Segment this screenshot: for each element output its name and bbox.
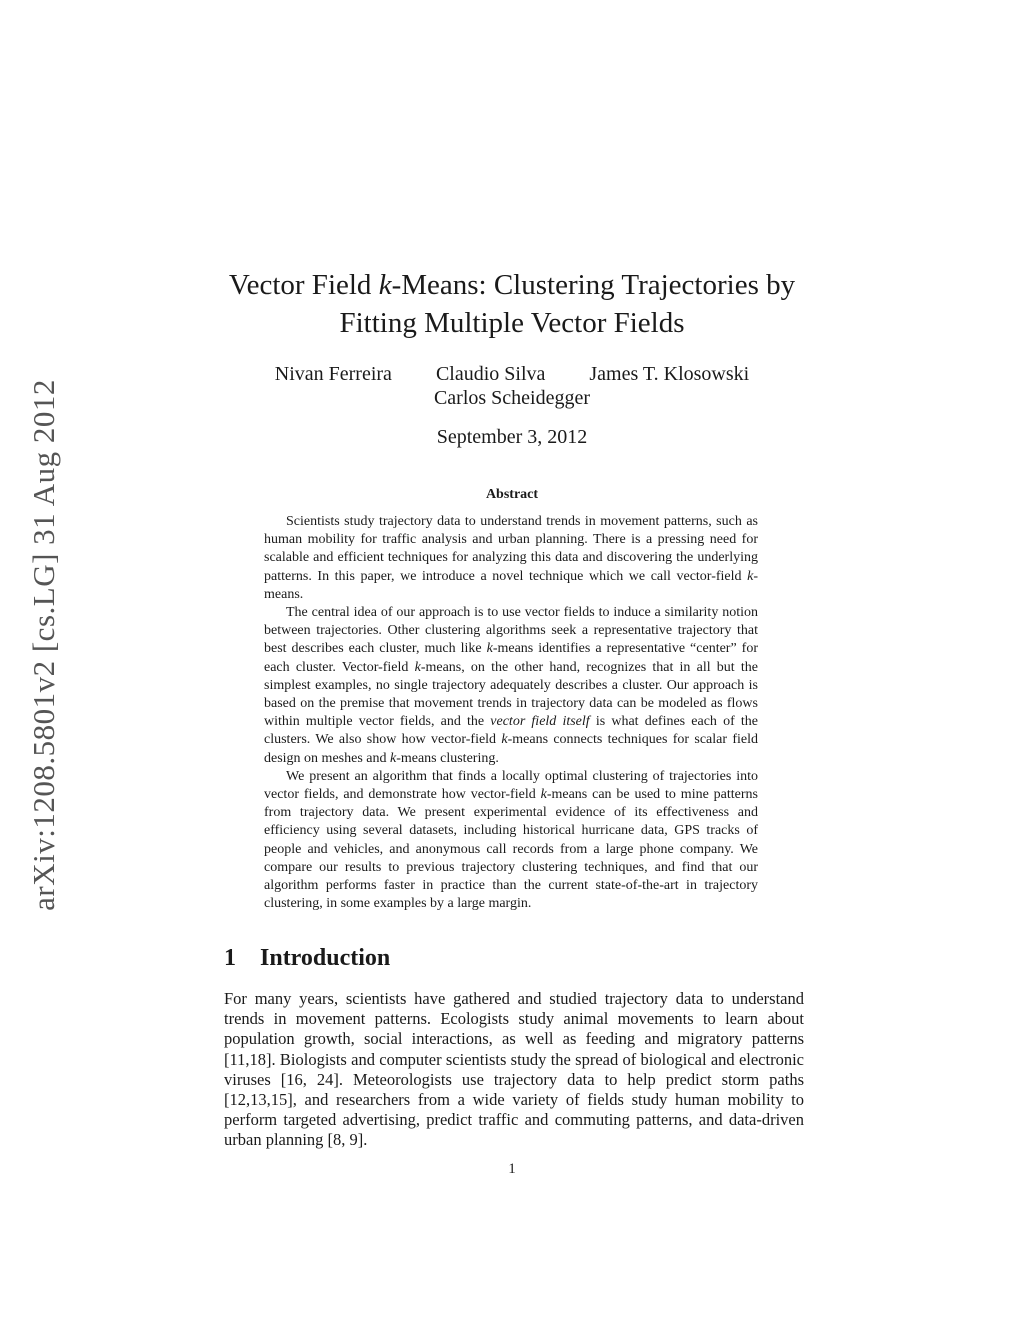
arxiv-identifier-text: arXiv:1208.5801v2 [cs.LG] 31 Aug 2012 (26, 379, 62, 911)
author-name: Claudio Silva (435, 363, 546, 385)
section-title: Introduction (260, 945, 391, 971)
section-heading-introduction (224, 945, 390, 972)
abstract-paragraph: The central idea of our approach is to use vector fields to induce a similarity notion between trajectories. Other clustering algorithms seek a representative trajectory that best describes each cluster, much like k-means identifies a representative “center” for each cluster. Vector-field k-means, on the other hand, recognizes that in all but the simplest examples, no single trajectory adequately describes a cluster. Our approach is based on the premise that movement trends in trajectory data can be modeled as flows within multiple vector fields, and the vector field itself is what defines each of the clusters. We also show how vector-field k-means connects techniques for scalar field design on meshes and k-means clustering. (264, 605, 759, 766)
introduction-body (224, 989, 804, 1151)
introduction-paragraph: For many years, scientists have gathered and studied trajectory data to understand trends in movement patterns. Ecologists study animal movements to learn about population growth, social interactions, as well as feeding and migratory patterns [11,18]. Biologists and computer scientists study the spread of biological and electronic viruses [16, 24]. Meteorologists use trajectory data to help predict storm paths [12,13,15], and researchers from a wide variety of fields study human mobility to perform targeted advertising, predict traffic and commuting patterns, and data-driven urban planning [8, 9]. (224, 989, 804, 1150)
abstract-heading: Abstract (485, 487, 539, 502)
paper-date: September 3, 2012 (436, 426, 588, 448)
abstract-paragraph: Scientists study trajectory data to understand trends in movement patterns, such as human mobility for traffic analysis and urban planning. There is a pressing need for scalable and efficient techniques for analyzing this data and discovering the underlying patterns. In this paper, we introduce a novel technique which we call vector-field k-means. (264, 514, 758, 602)
title-block (0, 266, 1024, 342)
abstract-paragraph: We present an algorithm that finds a locally optimal clustering of trajectories into vector fields, and demonstrate how vector-field k-means can be used to mine patterns from trajectory data. We present experimental evidence of its effectiveness and efficiency using several datasets, including historical hurricane data, GPS tracks of people and vehicles, and anonymous call records from a large phone company. We compare our results to previous trajectory clustering techniques, and find that our algorithm performs faster in practice than the current state-of-the-art in trajectory clustering, in some examples by a large margin. (264, 768, 758, 912)
section-number: 1 (224, 945, 236, 971)
title-k-italic: k (378, 269, 392, 301)
abstract-body (264, 513, 758, 913)
author-name: Nivan Ferreira (274, 363, 392, 385)
author-name: James T. Klosowski (589, 363, 750, 385)
page-number: 1 (508, 1161, 516, 1177)
paper-title: Vector Field k-Means: Clustering Trajectories by Fitting Multiple Vector Fields (228, 269, 796, 339)
author-name: Carlos Scheidegger (433, 387, 591, 409)
author-list (0, 362, 1024, 410)
paper-title-line2: Fitting Multiple Vector Fields (339, 307, 685, 339)
